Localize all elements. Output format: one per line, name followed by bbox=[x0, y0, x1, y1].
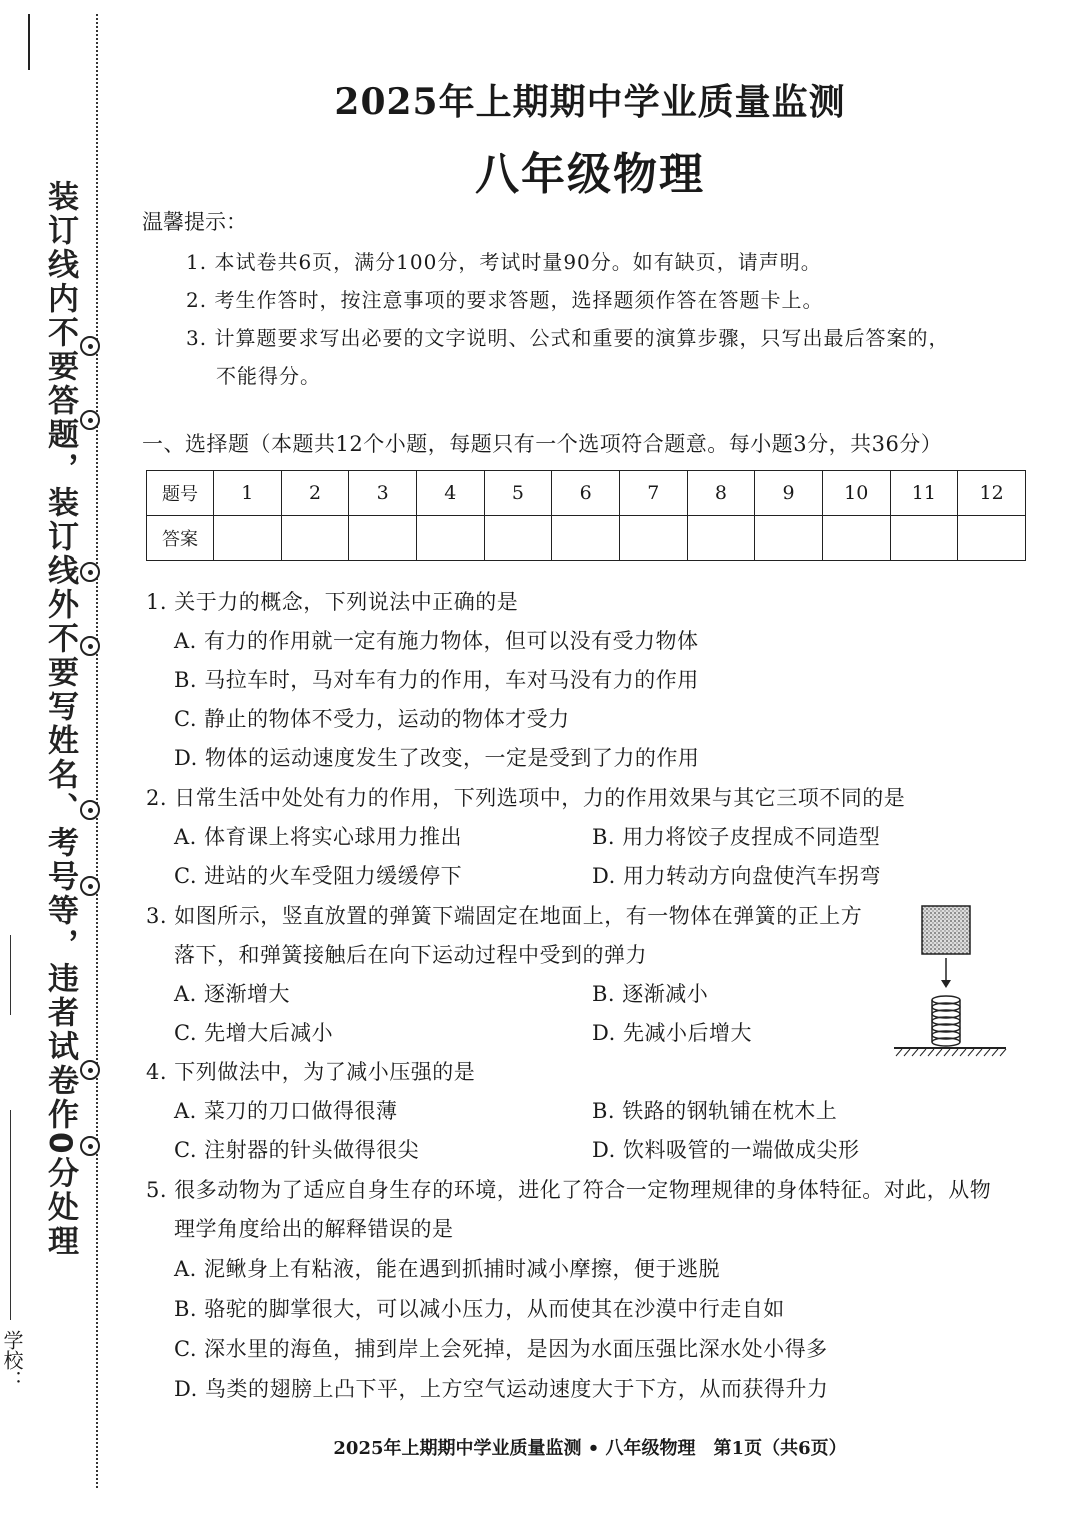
tips-heading: 温馨提示： bbox=[142, 210, 247, 234]
table-header-cell: 题号 bbox=[147, 471, 214, 516]
option: B. 骆驼的脚掌很大，可以减小压力，从而使其在沙漠中行走自如 bbox=[174, 1297, 785, 1321]
school-write-line bbox=[10, 1110, 12, 1320]
question-stem: 1. 关于力的概念，下列说法中正确的是 bbox=[146, 590, 519, 614]
option: C. 深水里的海鱼，捕到岸上会死掉，是因为水面压强比深水处小得多 bbox=[174, 1337, 828, 1361]
binding-hole-icon bbox=[80, 336, 100, 356]
tip-item: 2. 考生作答时，按注意事项的要求答题，选择题须作答在答题卡上。 bbox=[186, 288, 824, 312]
question-stem: 落下，和弹簧接触后在向下运动过程中受到的弹力 bbox=[174, 943, 647, 967]
question-stem: 2. 日常生活中处处有力的作用，下列选项中，力的作用效果与其它三项不同的是 bbox=[146, 786, 906, 810]
answer-cell[interactable] bbox=[890, 516, 958, 561]
margin-dash bbox=[28, 14, 30, 70]
arrow-head bbox=[941, 980, 951, 988]
exam-title: 2025年上期期中学业质量监测 bbox=[334, 81, 846, 123]
option: B. 用力将饺子皮捏成不同造型 bbox=[592, 825, 881, 849]
table-row bbox=[147, 471, 1026, 516]
option: A. 菜刀的刀口做得很薄 bbox=[174, 1099, 398, 1123]
question-stem: 4. 下列做法中，为了减小压强的是 bbox=[146, 1060, 476, 1084]
question-number-cell: 12 bbox=[958, 471, 1026, 516]
binding-line bbox=[96, 14, 98, 1488]
answer-cell[interactable] bbox=[416, 516, 484, 561]
table-row bbox=[147, 516, 1026, 561]
option: B. 铁路的钢轨铺在枕木上 bbox=[592, 1099, 838, 1123]
question-number-cell: 4 bbox=[416, 471, 484, 516]
answer-cell[interactable] bbox=[687, 516, 755, 561]
answer-cell[interactable] bbox=[755, 516, 823, 561]
option: C. 先增大后减小 bbox=[174, 1021, 334, 1045]
answer-cell[interactable] bbox=[214, 516, 282, 561]
option: D. 鸟类的翅膀上凸下平，上方空气运动速度大于下方，从而获得升力 bbox=[174, 1377, 829, 1401]
tip-item: 不能得分。 bbox=[216, 364, 321, 388]
falling-block bbox=[922, 906, 970, 954]
tip-item: 3. 计算题要求写出必要的文字说明、公式和重要的演算步骤，只写出最后答案的， bbox=[186, 326, 950, 350]
binding-notice: 装订线内不要答题，装订线外不要写姓名、考号等，违者试卷作0分处理 bbox=[42, 180, 78, 1259]
question-number-cell: 6 bbox=[552, 471, 620, 516]
question-number-cell: 2 bbox=[281, 471, 349, 516]
answer-table bbox=[146, 470, 1026, 561]
table-header-cell: 答案 bbox=[147, 516, 214, 561]
option: D. 饮料吸管的一端做成尖形 bbox=[592, 1138, 860, 1162]
option: C. 进站的火车受阻力缓缓停下 bbox=[174, 864, 463, 888]
question-stem: 理学角度给出的解释错误的是 bbox=[174, 1217, 454, 1241]
binding-hole-icon bbox=[80, 1060, 100, 1080]
question-stem: 3. 如图所示，竖直放置的弹簧下端固定在地面上，有一物体在弹簧的正上方 bbox=[146, 904, 863, 928]
binding-hole-icon bbox=[80, 876, 100, 896]
answer-cell[interactable] bbox=[619, 516, 687, 561]
question-number-cell: 1 bbox=[214, 471, 282, 516]
question-number-cell: 11 bbox=[890, 471, 958, 516]
option: A. 体育课上将实心球用力推出 bbox=[174, 825, 463, 849]
binding-hole-icon bbox=[80, 410, 100, 430]
question-number-cell: 8 bbox=[687, 471, 755, 516]
binding-hole-icon bbox=[80, 562, 100, 582]
option: D. 先减小后增大 bbox=[592, 1021, 752, 1045]
section-heading: 一、选择题（本题共12个小题，每题只有一个选项符合题意。每小题3分，共36分） bbox=[142, 432, 943, 456]
spring-coil bbox=[932, 996, 960, 1046]
ground-hatch bbox=[896, 1049, 1006, 1056]
school-write-line bbox=[10, 935, 12, 1015]
question-number-cell: 9 bbox=[755, 471, 823, 516]
answer-cell[interactable] bbox=[281, 516, 349, 561]
spring-figure bbox=[886, 900, 1016, 1070]
option: B. 逐渐减小 bbox=[592, 982, 709, 1006]
question-number-cell: 5 bbox=[484, 471, 552, 516]
question-number-cell: 3 bbox=[349, 471, 417, 516]
binding-hole-icon bbox=[80, 636, 100, 656]
page-footer: 2025年上期期中学业质量监测 • 八年级物理 第1页（共6页） bbox=[333, 1438, 847, 1459]
option: D. 用力转动方向盘使汽车拐弯 bbox=[592, 864, 881, 888]
question-number-cell: 7 bbox=[619, 471, 687, 516]
answer-cell[interactable] bbox=[958, 516, 1026, 561]
answer-cell[interactable] bbox=[484, 516, 552, 561]
option: C. 静止的物体不受力，运动的物体才受力 bbox=[174, 707, 570, 731]
option: D. 物体的运动速度发生了改变，一定是受到了力的作用 bbox=[174, 746, 700, 770]
exam-subject: 八年级物理 bbox=[475, 149, 705, 200]
school-label: 学校： bbox=[0, 1330, 24, 1390]
answer-cell[interactable] bbox=[349, 516, 417, 561]
option: B. 马拉车时，马对车有力的作用，车对马没有力的作用 bbox=[174, 668, 699, 692]
question-stem: 5. 很多动物为了适应自身生存的环境，进化了符合一定物理规律的身体特征。对此，从物 bbox=[146, 1178, 992, 1202]
answer-cell[interactable] bbox=[552, 516, 620, 561]
tip-item: 1. 本试卷共6页，满分100分，考试时量90分。如有缺页，请声明。 bbox=[186, 250, 822, 274]
binding-hole-icon bbox=[80, 800, 100, 820]
option: C. 注射器的针头做得很尖 bbox=[174, 1138, 420, 1162]
question-number-cell: 10 bbox=[822, 471, 890, 516]
binding-hole-icon bbox=[80, 1136, 100, 1156]
answer-cell[interactable] bbox=[822, 516, 890, 561]
option: A. 逐渐增大 bbox=[174, 982, 291, 1006]
option: A. 有力的作用就一定有施力物体，但可以没有受力物体 bbox=[174, 629, 699, 653]
option: A. 泥鳅身上有粘液，能在遇到抓捕时减小摩擦，便于逃脱 bbox=[174, 1257, 721, 1281]
